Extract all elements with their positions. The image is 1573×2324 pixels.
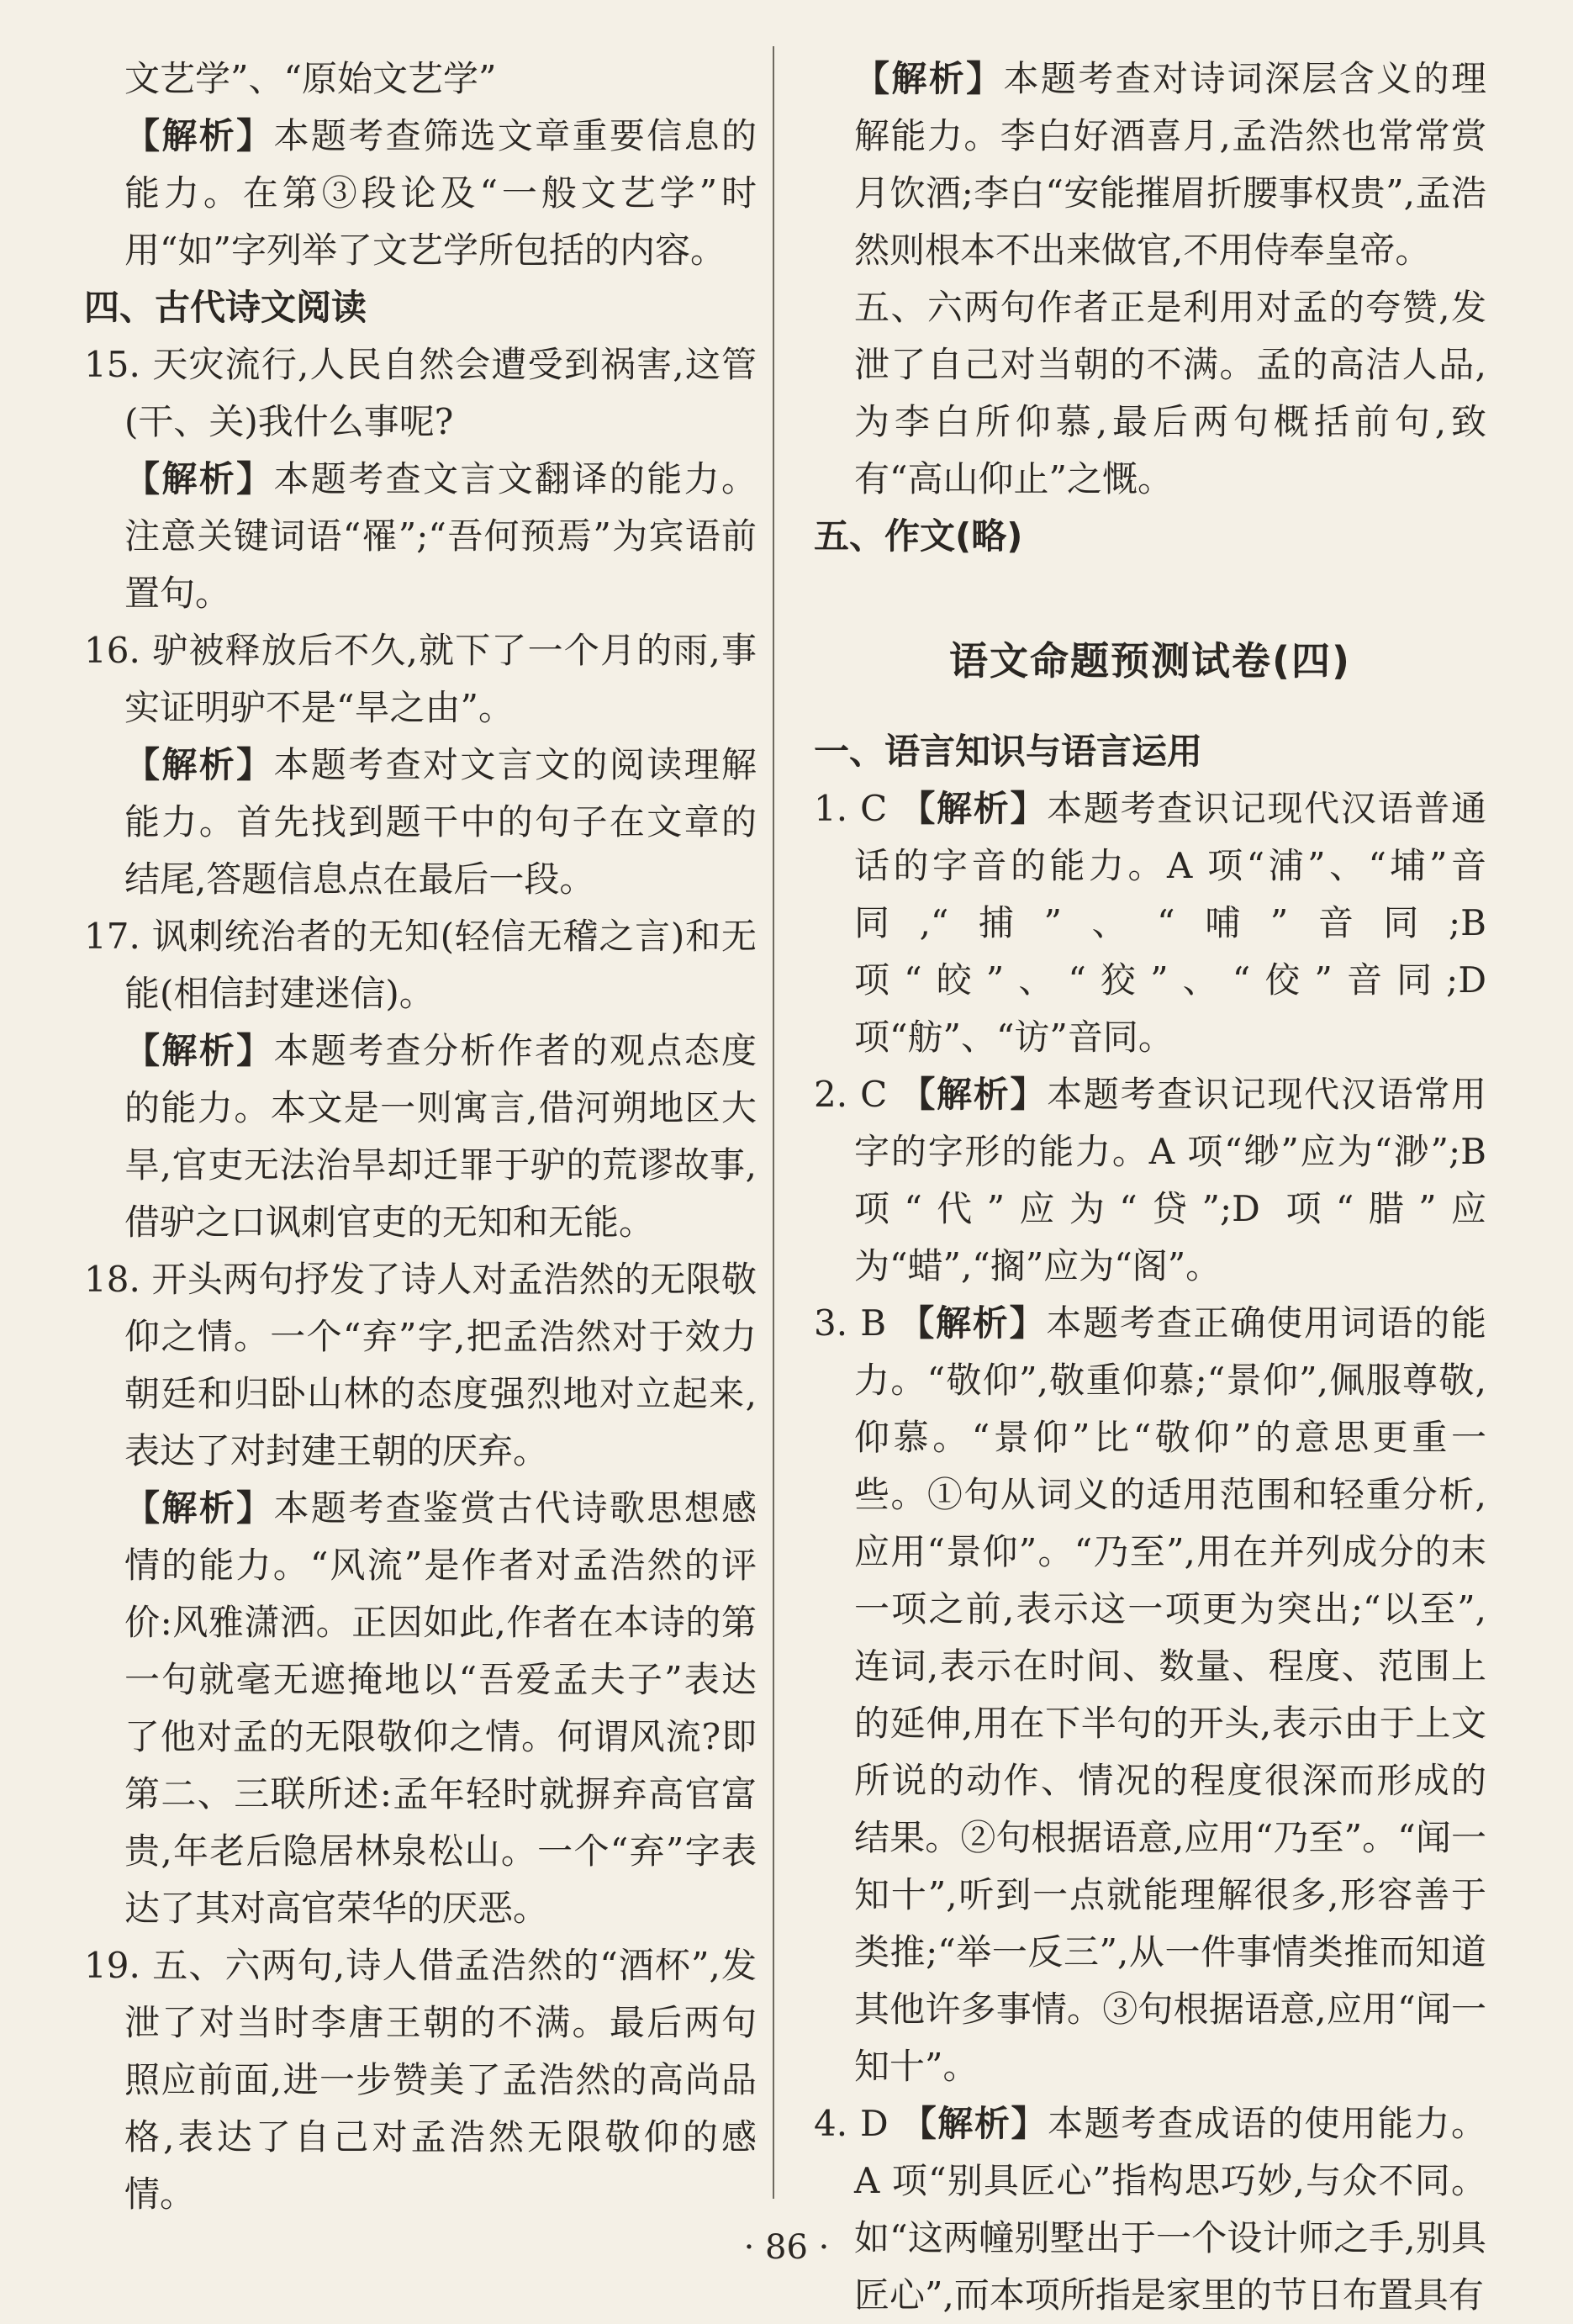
answer-2-choice: 2. C <box>814 1074 888 1115</box>
answer-1: 1. C 【解析】本题考查识记现代汉语普通话的字音的能力。A 项“浦”、“埔”音同,“捕”、“哺”音同;B 项“皎”、“狡”、“佼”音同;D 项“舫”、“访”音同。 <box>814 788 1486 1058</box>
answer-1-choice: 1. C <box>814 788 888 829</box>
analysis-17: 【解析】本题考查分析作者的观点态度的能力。本文是一则寓言,借河朔地区大旱,官吏无法治旱却迁罪于驴的荒谬故事,借驴之口讽刺官吏的无知和无能。 <box>124 1030 757 1243</box>
analysis-intro: 【解析】本题考查筛选文章重要信息的能力。在第③段论及“一般文艺学”时用“如”字列举了文艺学所包括的内容。 <box>124 115 757 271</box>
section-heading-1: 一、语言知识与语言运用 <box>814 731 1203 772</box>
intro-continuation: 文艺学”、“原始文艺学” <box>124 58 497 99</box>
analysis-16: 【解析】本题考查对文言文的阅读理解能力。首先找到题干中的句子在文章的结尾,答题信息点在最后一段。 <box>124 744 757 900</box>
analysis-label: 【解析】 <box>124 115 274 156</box>
analysis-18: 【解析】本题考查鉴赏古代诗歌思想感情的能力。“风流”是作者对孟浩然的评价:风雅潇洒。正因如此,作者在本诗的第一句就毫无遮掩地以“吾爱孟夫子”表达了他对孟的无限敬仰之情。何谓风流?即第二、三联所述:孟年轻时就摒弃高官富贵,年老后隐居林泉松山。一个“弃”字表达了其对高官荣华的厌恶。 <box>124 1487 757 1929</box>
answer-17: 17. 讽刺统治者的无知(轻信无稽之言)和无能(相信封建迷信)。 <box>84 916 757 1014</box>
answer-18: 18. 开头两句抒发了诗人对孟浩然的无限敬仰之情。一个“弃”字,把孟浩然对于效力朝廷和归卧山林的态度强烈地对立起来,表达了对封建王朝的厌弃。 <box>84 1259 757 1471</box>
analysis-label: 【解析】 <box>124 1487 274 1529</box>
analysis-label: 【解析】 <box>124 1030 274 1071</box>
exam-title: 语文命题预测试卷(四) <box>948 638 1352 684</box>
analysis-label: 【解析】 <box>900 788 1048 829</box>
analysis-15: 【解析】本题考查文言文翻译的能力。注意关键词语“罹”;“吾何预焉”为宾语前置句。 <box>124 458 757 614</box>
right-column <box>814 50 1486 2324</box>
page-number: · 86 · <box>743 2228 830 2267</box>
left-column <box>84 50 757 2223</box>
answer-16: 16. 驴被释放后不久,就下了一个月的雨,事实证明驴不是“旱之由”。 <box>84 630 757 728</box>
answer-15: 15. 天灾流行,人民自然会遭受到祸害,这管(干、关)我什么事呢? <box>84 344 757 442</box>
analysis-label: 【解析】 <box>854 58 1004 99</box>
section-heading-5: 五、作文(略) <box>814 515 1023 557</box>
answer-4: 4. D 【解析】本题考查成语的使用能力。A 项“别具匠心”指构思巧妙,与众不同。如“这两幢别墅出于一个设计师之手,别具匠心”,而本项所指是家里的节日布置具有 <box>814 2103 1486 2316</box>
answer-19: 19. 五、六两句,诗人借孟浩然的“酒杯”,发泄了对当时李唐王朝的不满。最后两句照应前面,进一步赞美了孟浩然的高尚品格,表达了自己对孟浩然无限敬仰的感情。 <box>84 1945 757 2215</box>
analysis-label: 【解析】 <box>124 744 274 785</box>
answer-3: 3. B 【解析】本题考查正确使用词语的能力。“敬仰”,敬重仰慕;“景仰”,佩服尊敬,仰慕。“景仰”比“敬仰”的意思更重一些。①句从词义的适用范围和轻重分析,应用“景仰”。“乃至”,用在并列成分的末一项之前,表示这一项更为突出;“以至”,连词,表示在时间、数量、程度、范围上的延伸,用在下半句的开头,表示由于上文所说的动作、情况的程度很深而形成的结果。②句根据语意,应用“乃至”。“闻一知十”,听到一点就能理解很多,形容善于类推;“举一反三”,从一件事情类推而知道其他许多事情。③句根据语意,应用“闻一知十”。 <box>814 1302 1486 2087</box>
analysis-19-continued: 五、六两句作者正是利用对孟的夸赞,发泄了自己对当朝的不满。孟的高洁人品,为李白所仰慕,最后两句概括前句,致有“高山仰止”之慨。 <box>854 287 1486 499</box>
column-divider <box>773 46 774 2199</box>
answer-4-choice: 4. D <box>814 2103 889 2144</box>
analysis-19: 【解析】本题考查对诗词深层含义的理解能力。李白好酒喜月,孟浩然也常常赏月饮酒;李白“安能摧眉折腰事权贵”,孟浩然则根本不出来做官,不用侍奉皇帝。 <box>854 58 1486 271</box>
analysis-label: 【解析】 <box>900 2103 1048 2144</box>
answer-2: 2. C 【解析】本题考查识记现代汉语常用字的字形的能力。A 项“缈”应为“渺”;B 项“代”应为“贷”;D 项“腊”应为“蜡”,“搁”应为“阁”。 <box>814 1074 1486 1286</box>
analysis-label: 【解析】 <box>124 458 274 499</box>
analysis-label: 【解析】 <box>899 1302 1047 1344</box>
analysis-label: 【解析】 <box>900 1074 1048 1115</box>
answer-3-choice: 3. B <box>814 1302 887 1344</box>
section-heading-4: 四、古代诗文阅读 <box>84 287 367 328</box>
